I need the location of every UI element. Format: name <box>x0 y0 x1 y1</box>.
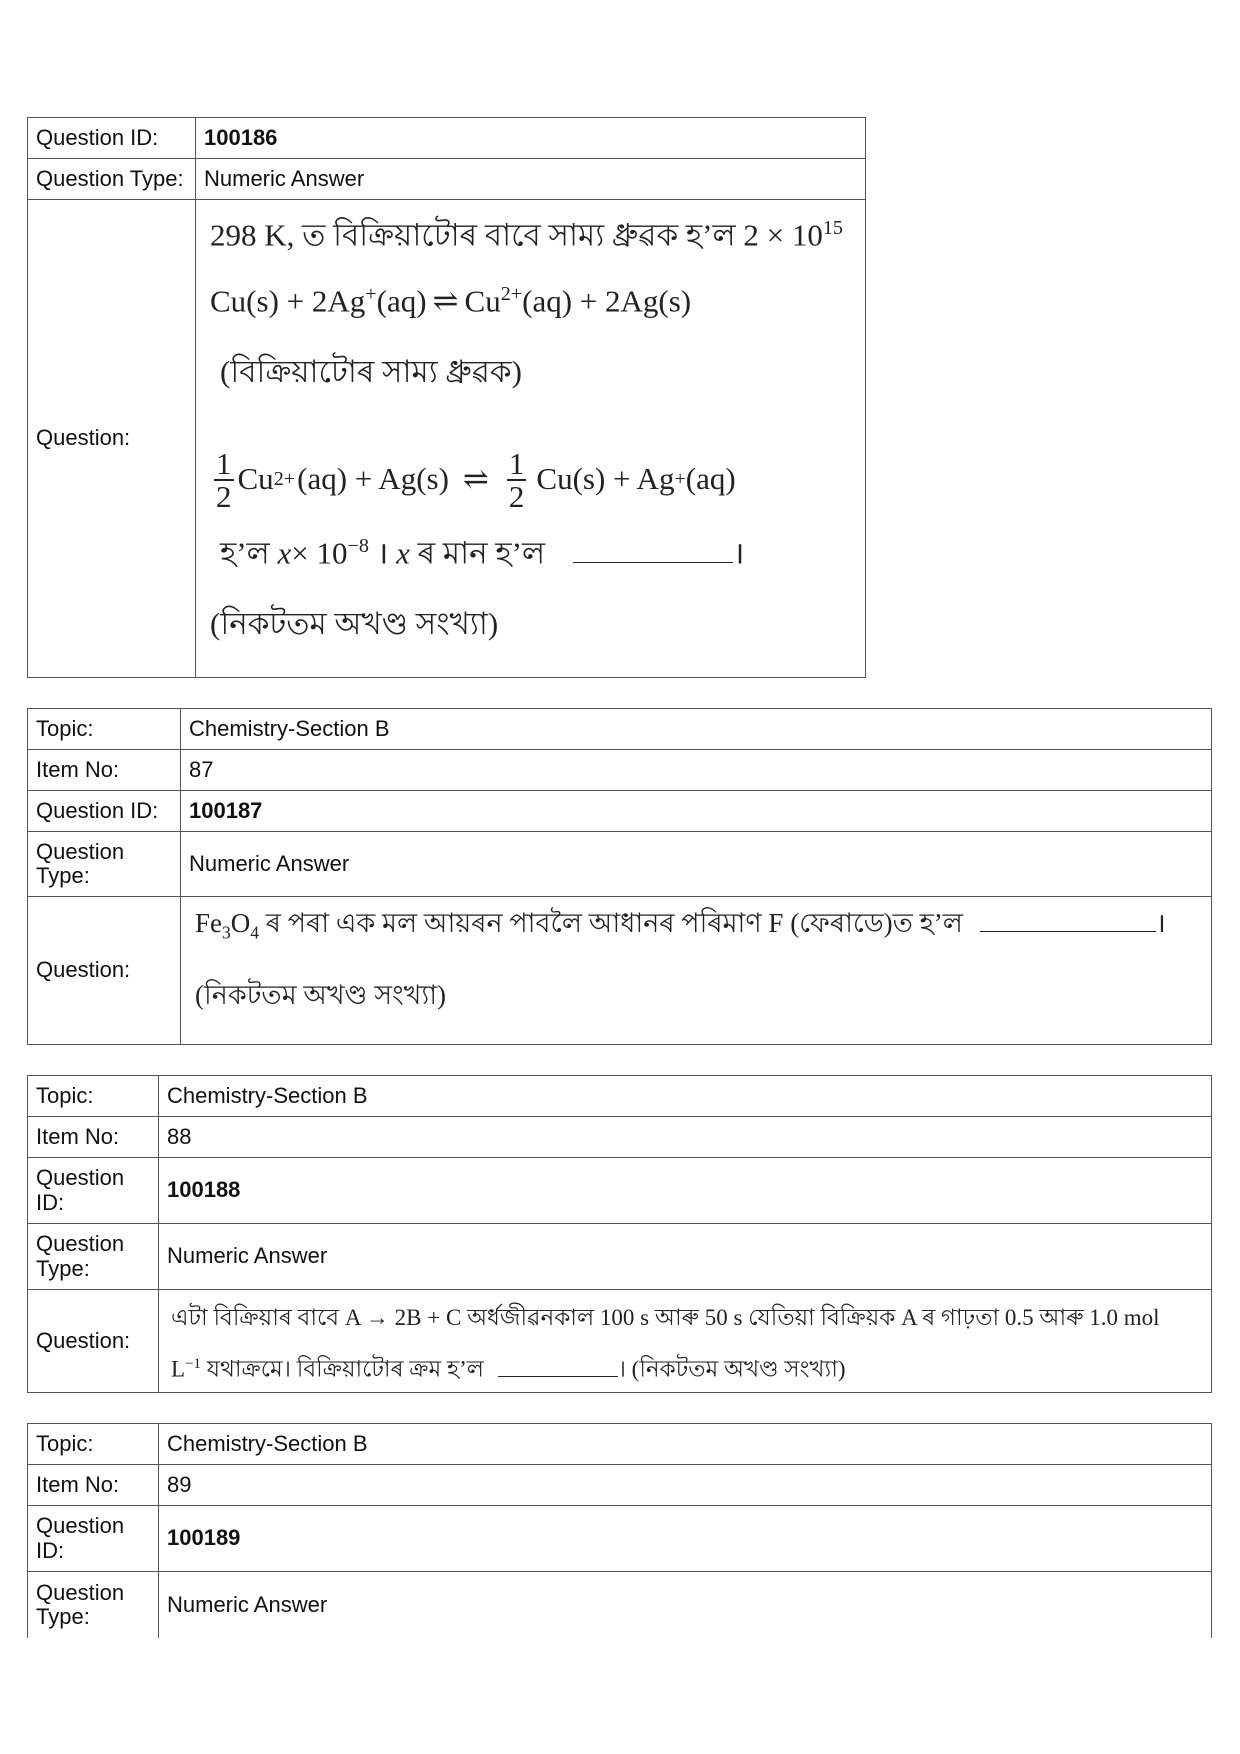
question-label: Question: <box>28 1290 159 1393</box>
question-body <box>159 1290 1212 1393</box>
fraction-half <box>507 445 527 514</box>
eq-part: Cu(s) + Ag <box>536 461 675 497</box>
question-id-row <box>28 791 1212 832</box>
question-type-label: Question Type: <box>28 832 181 897</box>
formula-part: Fe <box>195 907 222 938</box>
question-table-100186 <box>27 117 866 678</box>
unit-part: L <box>171 1356 186 1382</box>
question-line-2 <box>171 1341 1203 1387</box>
exponent: 15 <box>822 216 843 239</box>
topic-label: Topic: <box>28 1076 159 1117</box>
question-type-label: Question Type: <box>28 1224 159 1290</box>
topic-label: Topic: <box>28 709 181 750</box>
question-id-label: Question ID: <box>28 118 196 159</box>
item-no-row <box>28 1465 1212 1506</box>
text-part: ৰ পৰা এক মল আয়ৰন পাবলৈ আধানৰ পৰিমাণ F (ফেৰাডে)ত হ’ল <box>265 907 963 938</box>
question-type-value: Numeric Answer <box>159 1572 1212 1638</box>
question-id-value: 100186 <box>196 118 866 159</box>
question-table-100188 <box>27 1075 1212 1393</box>
topic-value: Chemistry-Section B <box>181 709 1212 750</box>
question-id-label: Question ID: <box>28 1506 159 1572</box>
question-type-value: Numeric Answer <box>159 1224 1212 1290</box>
eq-part: (aq) + Ag(s) <box>297 461 449 497</box>
question-body <box>196 200 866 678</box>
subscript: 3 <box>222 921 231 942</box>
topic-value: Chemistry-Section B <box>159 1076 1212 1117</box>
question-line-2-equation <box>210 283 855 355</box>
numerator: 1 <box>216 445 232 481</box>
question-id-value: 100189 <box>159 1506 1212 1572</box>
question-id-row <box>28 118 866 159</box>
exponent: −8 <box>347 534 369 557</box>
numerator: 1 <box>508 445 525 481</box>
item-no-label: Item No: <box>28 750 181 791</box>
question-line-1 <box>195 901 1203 981</box>
denominator: 2 <box>508 478 525 514</box>
denominator: 2 <box>216 478 232 514</box>
question-id-row <box>28 1158 1212 1224</box>
text-part: হ’ল <box>220 534 270 570</box>
variable-x: x <box>277 534 292 570</box>
topic-value: Chemistry-Section B <box>159 1424 1212 1465</box>
item-no-row <box>28 1117 1212 1158</box>
question-line-3: (বিক্ৰিয়াটোৰ সাম্য ধ্ৰুৱক) <box>220 353 522 389</box>
item-no-value: 87 <box>181 750 1212 791</box>
eq-part: Cu <box>237 461 274 497</box>
question-id-value: 100188 <box>159 1158 1212 1224</box>
equilibrium-constant-text: 298 K, ত বিক্ৰিয়াটোৰ বাবে সাম্য ধ্ৰুৱক হ’ল 2 × 10 <box>210 216 823 252</box>
equilibrium-arrow-icon: ⇌ <box>432 282 459 318</box>
item-no-value: 88 <box>159 1117 1212 1158</box>
question-table-100189 <box>27 1423 1212 1638</box>
eq-sup: 2+ <box>273 468 296 491</box>
topic-row <box>28 709 1212 750</box>
question-type-value: Numeric Answer <box>196 159 866 200</box>
text-part: যথাক্ৰমে। বিক্ৰিয়াটোৰ ক্ৰম হ’ল <box>206 1356 484 1382</box>
question-id-label: Question ID: <box>28 1158 159 1224</box>
question-row <box>28 200 866 678</box>
item-no-value: 89 <box>159 1465 1212 1506</box>
formula-part: O <box>230 907 251 938</box>
equilibrium-arrow-icon: ⇌ <box>462 461 489 497</box>
question-line-1: এটা বিক্ৰিয়াৰ বাবে A → 2B + C অৰ্ধজীৱনকাল 100 s আৰু 50 s যেতিয়া বিক্ৰিয়ক A ৰ গাঢ়তা 0.5 আৰু 1.0 mol <box>171 1305 1160 1330</box>
question-type-row <box>28 1572 1212 1638</box>
text-part: । <box>732 534 745 570</box>
topic-row <box>28 1076 1212 1117</box>
text-part: × 10 <box>291 534 348 570</box>
eq-part: (aq) + 2Ag(s) <box>522 282 692 318</box>
variable-x: x <box>396 534 410 570</box>
fraction-half <box>214 445 234 514</box>
eq-sup: 2+ <box>500 282 523 305</box>
question-line-1 <box>210 217 855 283</box>
question-type-label: Question Type: <box>28 159 196 200</box>
topic-label: Topic: <box>28 1424 159 1465</box>
answer-blank <box>498 1376 618 1377</box>
text-part: ৰ মান হ’ল <box>417 534 546 570</box>
text-part: । <box>376 534 389 570</box>
question-body <box>181 897 1212 1045</box>
question-line-6: (নিকটতম অখণ্ড সংখ্যা) <box>210 605 499 641</box>
question-line-5 <box>210 535 855 607</box>
eq-sup: + <box>365 282 377 305</box>
question-line-4-equation <box>210 425 855 535</box>
eq-sup: + <box>674 468 686 491</box>
question-type-row <box>28 1224 1212 1290</box>
item-no-row <box>28 750 1212 791</box>
eq-part: (aq) <box>376 282 427 318</box>
question-type-label: Question Type: <box>28 1572 159 1638</box>
question-line-2: (নিকটতম অখণ্ড সংখ্যা) <box>195 979 447 1010</box>
answer-blank <box>573 562 733 563</box>
question-label: Question: <box>28 897 181 1045</box>
question-type-value: Numeric Answer <box>181 832 1212 897</box>
question-id-row <box>28 1506 1212 1572</box>
eq-part: Cu(s) + 2Ag <box>210 282 366 318</box>
question-type-row <box>28 159 866 200</box>
question-table-100187 <box>27 708 1212 1045</box>
question-row <box>28 897 1212 1045</box>
answer-blank <box>980 931 1156 932</box>
exponent: −1 <box>185 1356 201 1372</box>
question-label: Question: <box>28 200 196 678</box>
question-id-value: 100187 <box>181 791 1212 832</box>
question-type-row <box>28 832 1212 897</box>
topic-row <box>28 1424 1212 1465</box>
subscript: 4 <box>250 921 260 942</box>
eq-part: Cu <box>464 282 501 318</box>
text-part: । <box>1155 907 1166 938</box>
question-row <box>28 1290 1212 1393</box>
question-id-label: Question ID: <box>28 791 181 832</box>
text-part: । (নিকটতম অখণ্ড সংখ্যা) <box>617 1356 846 1382</box>
item-no-label: Item No: <box>28 1117 159 1158</box>
item-no-label: Item No: <box>28 1465 159 1506</box>
eq-part: (aq) <box>685 461 736 497</box>
